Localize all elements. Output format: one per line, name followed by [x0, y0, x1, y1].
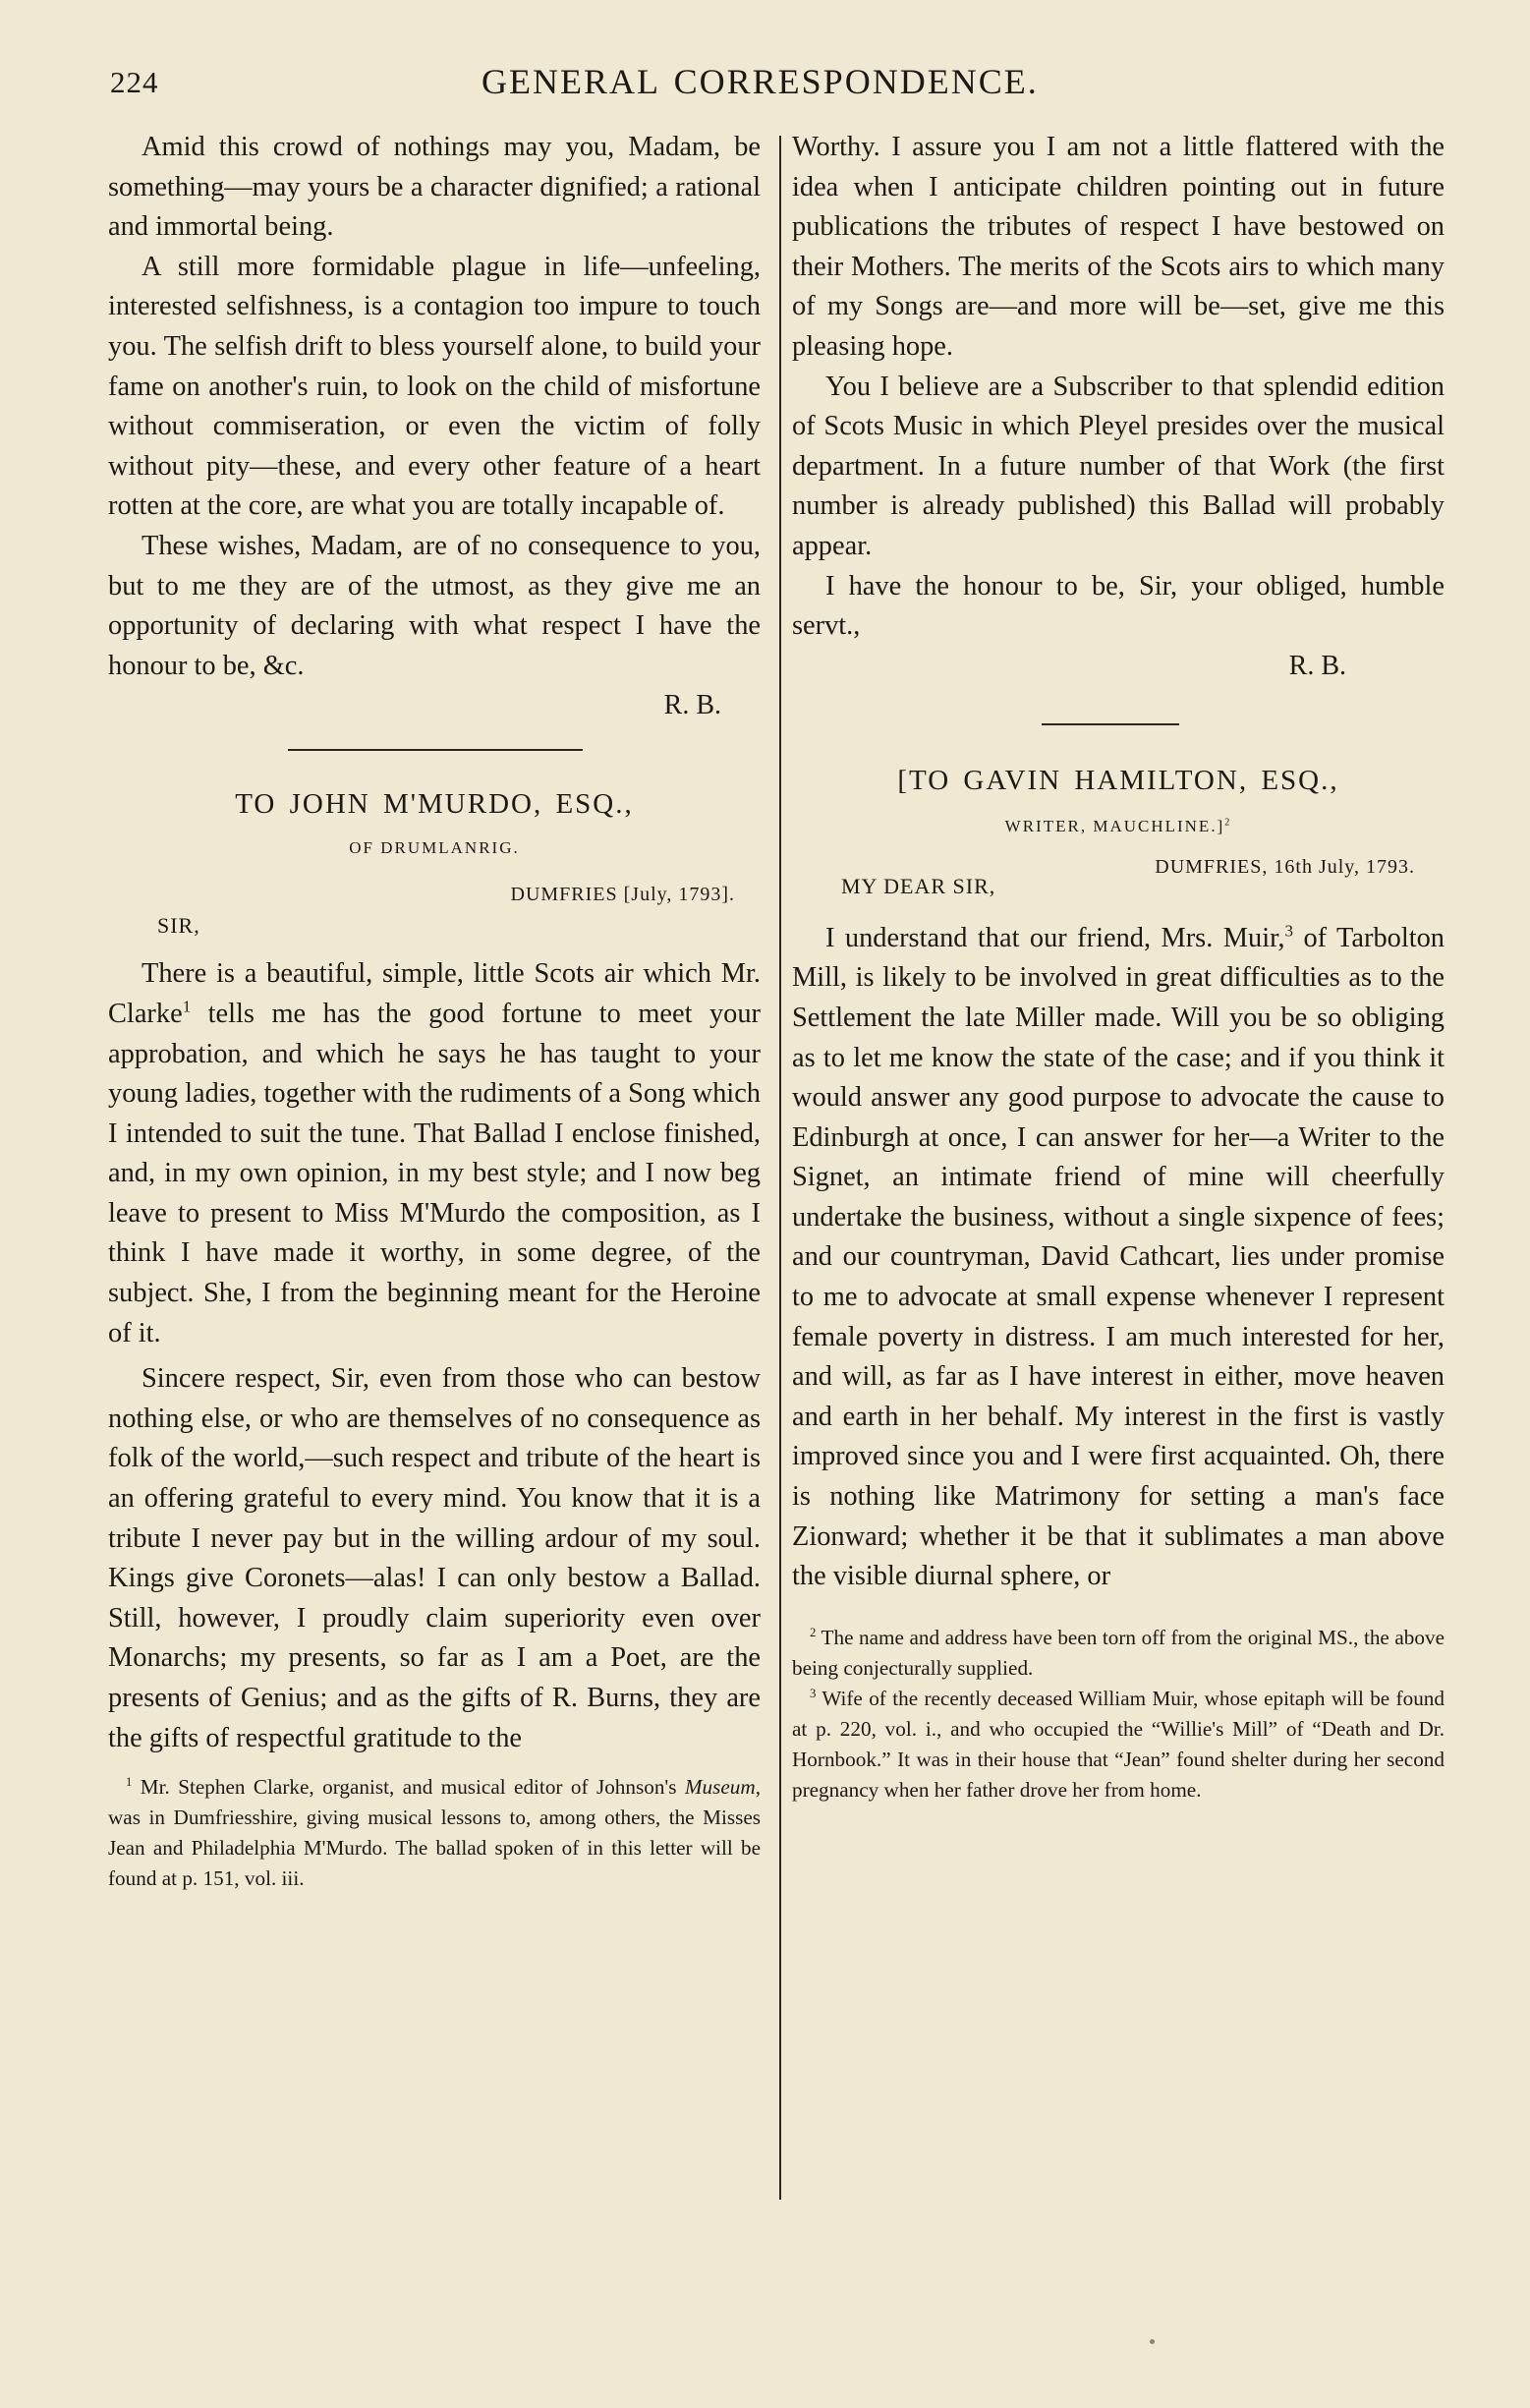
letter-title: [TO GAVIN HAMILTON, ESQ., [897, 764, 1339, 796]
letter-subtitle: OF DRUMLANRIG. [349, 838, 520, 858]
letter-header [792, 844, 1445, 919]
footnote-ref: 2 [1224, 817, 1232, 829]
paragraph: I have the honour to be, Sir, your obliged, humble servt., [792, 570, 1445, 642]
dateline: DUMFRIES, 16th July, 1793. [1155, 855, 1415, 878]
paper-speck [1150, 2339, 1155, 2344]
paragraph-text: There is a beautiful, simple, little Scots air which Mr. Clarke [108, 958, 761, 1029]
paragraph [108, 954, 761, 1353]
footnotes [108, 1772, 761, 1894]
footnote-text: Mr. Stephen Clarke, organist, and musical editor of Johnson's [132, 1775, 685, 1800]
salutation: MY DEAR SIR, [841, 873, 996, 898]
paragraph: These wishes, Madam, are of no consequence to you, but to me they are of the utmost, as they give me an opportunity of declaring with what respect I have the honour to be, &c. [108, 530, 761, 681]
footnote-number: 3 [810, 1686, 817, 1700]
footnote [792, 1684, 1445, 1806]
footnote-italic: Museum [684, 1775, 756, 1800]
letter-subtitle-text: WRITER, MAUCHLINE.] [1004, 816, 1225, 835]
dateline: DUMFRIES [July, 1793]. [510, 884, 735, 906]
footnote-text: , was in Dumfriesshire, giving musical lessons to, among others, the Misses Jean and Philadelphia M'Murdo. The ballad spoken of in this letter will be found at p. 151, vol. iii. [108, 1775, 761, 1891]
footnote-ref: 1 [182, 997, 192, 1016]
right-column [792, 128, 1445, 1806]
paragraph: Worthy. I assure you I am not a little flattered with the idea when I anticipate children pointing out in future publications the tributes of respect I have bestowed on their Mothers. The merits of the Scots airs to which many of my Songs are—and more will be—set, give me this pleasing hope. [792, 132, 1445, 362]
paragraph: A still more formidable plague in life—unfeeling, interested selfishness, is a contagion too impure to touch you. The selfish drift to bless yourself alone, to build your fame on another's ruin, to look on the child of misfortune without commiseration, or even the victim of folly without pity—these, and every other feature of a heart rotten at the core, are what you are totally incapable of. [108, 251, 761, 522]
footnote-text: The name and address have been torn off from the original MS., the above being conjecturally supplied. [792, 1625, 1445, 1680]
running-head: GENERAL CORRESPONDENCE. [482, 62, 1039, 101]
paragraph-text: tells me has the good fortune to meet your approbation, and which he says he has taught to your young ladies, together with the rudiments of a Song which I intended to suit the tune. That Ballad I enclose finished, and, in my own opinion, in my best style; and I now beg leave to present to Miss M'Murdo the composition, as I think I have made it worthy, in some degree, of the subject. She, I from the beginning meant for the Heroine of it. [108, 998, 761, 1348]
footnote [108, 1772, 761, 1894]
letter-title: TO JOHN M'MURDO, ESQ., [235, 788, 634, 821]
signature: R. B. [1288, 650, 1346, 681]
footnote-number: 2 [810, 1625, 817, 1639]
signature: R. B. [663, 690, 721, 721]
paragraph-text: I understand that our friend, Mrs. Muir, [825, 922, 1285, 953]
paragraph [792, 919, 1445, 1597]
paragraph: Sincere respect, Sir, even from those who can bestow nothing else, or who are themselves of no consequence as folk of the world,—such respect and tribute of the heart is an offering grateful to every mind. You know that it is a tribute I never pay but in the willing ardour of my soul. Kings give Coronets—alas! I can only bestow a Ballad. Still, however, I proudly claim superiority even over Monarchs; my presents, so far as I am a Poet, are the presents of Genius; and as the gifts of R. Burns, they are the gifts of respectful gratitude to the [108, 1363, 761, 1753]
left-column [108, 128, 761, 1894]
paragraph: Amid this crowd of nothings may you, Madam, be something—may yours be a character dignified; a rational and immortal being. [108, 132, 761, 243]
footnote [792, 1623, 1445, 1684]
section-divider [1042, 723, 1179, 725]
column-rule [779, 136, 781, 2200]
footnote-text: Wife of the recently deceased William Muir, whose epitaph will be found at p. 220, vol. i., and who occupied the “Willie's Mill” of “Death and Dr. Hornbook.” It was in their house that “Jean” found shelter during her second pregnancy when her father drove her from home. [792, 1686, 1445, 1802]
footnote-number: 1 [126, 1775, 133, 1790]
letter-header [108, 868, 761, 954]
page-number: 224 [110, 65, 159, 99]
letter-subtitle [792, 817, 1445, 836]
salutation: SIR, [157, 913, 200, 939]
section-divider [288, 749, 583, 751]
footnotes [792, 1623, 1445, 1806]
footnote-ref: 3 [1284, 921, 1294, 941]
paragraph-text: of Tarbolton Mill, is likely to be involved in great difficulties as to the Settlement the late Miller made. Will you be so obliging as to let me know the state of the case; and if you think it would answer any good purpose to advocate the cause to Edinburgh at once, I can answer for her—a Writer to the Signet, an intimate friend of mine will cheerfully undertake the business, without a single sixpence of fees; and our countryman, David Cathcart, lies under promise to me to advocate at small expense whenever I represent female poverty in distress. I am much interested for her, and will, as far as I have interest in either, move heaven and earth in her behalf. My interest in the first is vastly improved since you and I were first acquainted. Oh, there is nothing like Matrimony for setting a man's face Zionward; whether it be that it sublimates a man above the visible diurnal sphere, or [792, 922, 1445, 1592]
paragraph: You I believe are a Subscriber to that splendid edition of Scots Music in which Pleyel presides over the musical department. In a future number of that Work (the first number is already published) this Ballad will probably appear. [792, 371, 1445, 561]
